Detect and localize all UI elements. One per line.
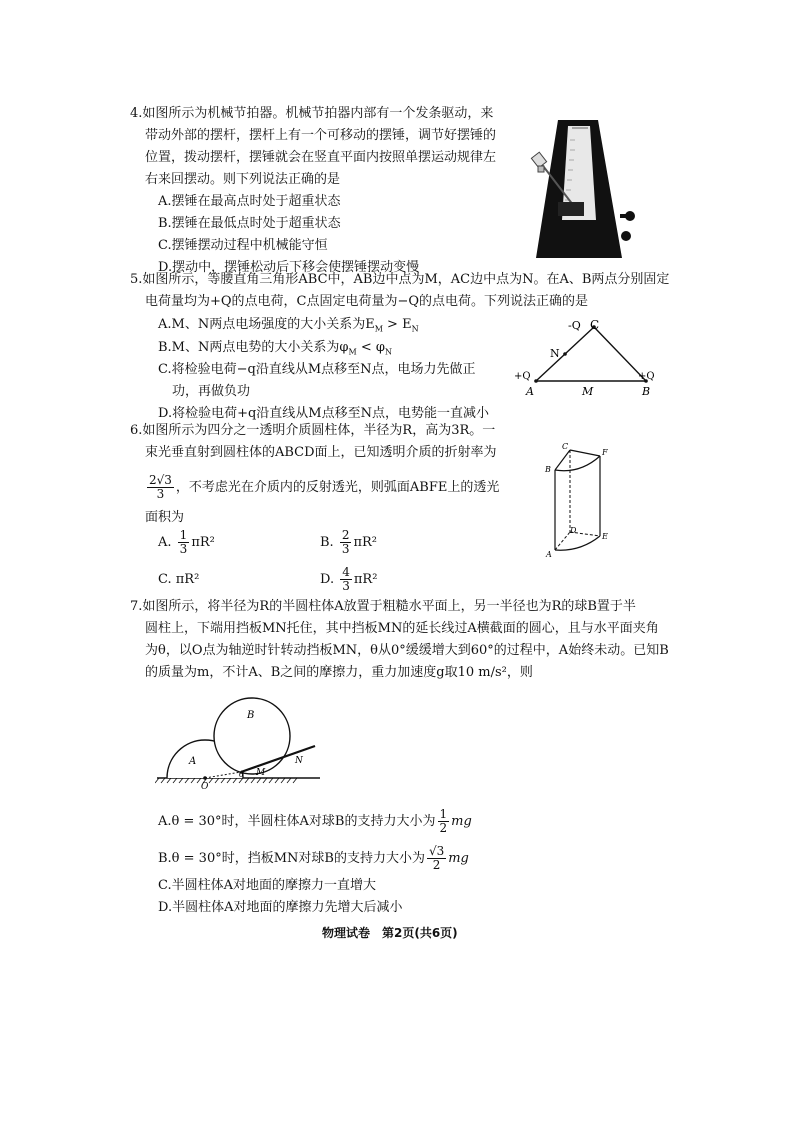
q5-option-b-sub-n: N	[384, 347, 392, 357]
q6-option-b	[320, 528, 377, 558]
half-cylinder-ball-figure	[155, 690, 325, 790]
q6-option-d-den: 3	[342, 579, 350, 593]
label-m: M	[256, 768, 266, 778]
q7-option-b-den: 2	[432, 858, 441, 872]
q4-stem-line-3: 位置，拨动摆杆，摆锤就会在竖直平面内按照单摆运动规律左	[145, 150, 497, 165]
label-e: E	[602, 532, 608, 541]
q6-option-b-num: 2	[341, 528, 350, 542]
q7-option-a-tail: mg	[451, 814, 472, 829]
q5-option-a-sub-m: M	[374, 324, 383, 334]
q6-option-a-label: A.	[158, 535, 172, 550]
q6-option-d-tail: πR²	[353, 572, 378, 587]
q7-option-a-fraction	[438, 808, 450, 835]
metronome-image	[520, 110, 650, 262]
q5-option-a-sub-n: N	[411, 324, 419, 334]
q7-option-b	[158, 842, 469, 876]
q4-stem-line-1: 4.如图所示为机械节拍器。机械节拍器内部有一个发条驱动，来	[130, 106, 494, 121]
q4-stem-line-4: 右来回摆动。则下列说法正确的是	[145, 172, 341, 187]
q6-option-d-fraction	[340, 566, 352, 593]
q7-stem-line-1: 7.如图所示，将半径为R的半圆柱体A放置于粗糙水平面上，另一半径也为R的球B置于半	[130, 599, 636, 614]
label-f: F	[602, 448, 608, 457]
q6-option-b-tail: πR²	[353, 535, 378, 550]
q7-option-a-den: 2	[439, 821, 448, 835]
q4-option-c: C.摆锤摆动过程中机械能守恒	[158, 238, 328, 253]
label-plus-q-a: +Q	[514, 371, 531, 382]
label-b: B	[545, 465, 551, 474]
q6-stem-line-1: 6.如图所示为四分之一透明介质圆柱体，半径为R，高为3R。一	[130, 423, 496, 438]
triangle-abc-figure	[508, 315, 668, 399]
q6-option-a-num: 1	[179, 528, 188, 542]
label-n: N	[295, 756, 303, 766]
q7-option-a-text: A.θ = 30°时，半圆柱体A对球B的支持力大小为	[158, 814, 436, 829]
q6-option-c-label: C.	[158, 572, 172, 587]
label-theta: θ	[239, 770, 244, 779]
quarter-cylinder-figure	[540, 440, 620, 560]
q7-stem-line-2: 圆柱上，下端用挡板MN托住，其中挡板MN的延长线过A横截面的圆心，且与水平面夹角	[145, 621, 659, 636]
q7-stem-line-4: 的质量为m，不计A、B之间的摩擦力，重力加速度g取10 m/s²，则	[145, 665, 533, 680]
q6-stem-line-2: 束光垂直射到圆柱体的ABCD面上，已知透明介质的折射率为	[145, 445, 497, 460]
q6-option-a-fraction	[178, 529, 190, 556]
label-b: B	[247, 710, 255, 721]
q6-stem-line-3	[145, 468, 499, 508]
q4-option-a: A.摆锤在最高点时处于超重状态	[158, 194, 341, 209]
q5-stem-line-2: 电荷量均为+Q的点电荷，C点固定电荷量为−Q的点电荷。下列说法正确的是	[145, 294, 589, 309]
q6-option-c	[158, 565, 199, 595]
q6-option-c-tail: πR²	[175, 572, 200, 587]
q6-option-d	[320, 565, 377, 595]
label-m: M	[582, 385, 594, 398]
q6-option-b-fraction	[340, 529, 352, 556]
q7-option-a	[158, 805, 472, 839]
q7-option-b-text: B.θ = 30°时，挡板MN对球B的支持力大小为	[158, 851, 425, 866]
q6-index-num: 2√3	[149, 473, 172, 487]
q5-option-b-text: B.M、N两点电势的大小关系为φ	[158, 340, 349, 355]
label-a: A	[189, 756, 197, 767]
q4-stem-line-2: 带动外部的摆杆，摆杆上有一个可移动的摆锤，调节好摆锤的	[145, 128, 497, 143]
label-n: N	[550, 347, 560, 360]
label-o: O	[201, 782, 209, 790]
label-a: A	[526, 385, 534, 398]
q6-index-den: 3	[156, 487, 165, 501]
q5-option-a	[158, 315, 419, 340]
label-c: C	[590, 318, 600, 332]
page-footer: 物理试卷 第2页(共6页)	[322, 926, 458, 940]
q7-option-c: C.半圆柱体A对地面的摩擦力一直增大	[158, 878, 377, 893]
q5-option-c: C.将检验电荷−q沿直线从M点移至N点，电场力先做正	[158, 362, 476, 377]
label-c: C	[562, 442, 569, 451]
label-d: D	[570, 526, 577, 535]
label-minus-q: -Q	[568, 319, 581, 332]
q5-option-c-cont: 功，再做负功	[172, 384, 251, 399]
q7-option-b-num: √3	[428, 844, 445, 858]
q6-option-d-num: 4	[342, 565, 350, 579]
q4-option-d: D.摆动中，摆锤松动后下移会使摆锤摆动变慢	[158, 260, 420, 275]
q5-option-a-gt: > E	[382, 317, 412, 332]
q5-option-a-text: A.M、N两点电场强度的大小关系为E	[158, 317, 375, 332]
q6-stem-line-3-text: ，不考虑光在介质内的反射透光，则弧面ABFE上的透光	[175, 480, 500, 495]
q4-option-b: B.摆锤在最低点时处于超重状态	[158, 216, 341, 231]
q6-stem-line-4: 面积为	[145, 510, 185, 525]
q6-option-a-tail: πR²	[191, 535, 215, 550]
q6-option-a	[158, 528, 215, 558]
q5-option-b-sub-m: M	[348, 347, 357, 357]
q7-option-a-num: 1	[439, 807, 448, 821]
label-plus-q-b: +Q	[638, 371, 655, 382]
q5-option-b	[158, 338, 392, 363]
q5-option-b-lt: < φ	[356, 340, 385, 355]
label-b: B	[642, 385, 651, 398]
q7-stem-line-3: 为θ，以O点为轴逆时针转动挡板MN，θ从0°缓缓增大到60°的过程中，A始终未动。已知B	[145, 643, 669, 658]
q6-option-b-label: B.	[320, 535, 334, 550]
q7-option-d: D.半圆柱体A对地面的摩擦力先增大后减小	[158, 900, 403, 915]
q7-option-b-fraction	[427, 845, 446, 872]
label-a: A	[546, 550, 552, 559]
q6-option-a-den: 3	[179, 542, 188, 556]
q5-stem-line-1: 5.如图所示，等腰直角三角形ABC中，AB边中点为M，AC边中点为N。在A、B两点分别固定	[130, 272, 670, 287]
q5-option-d: D.将检验电荷+q沿直线从M点移至N点，电势能一直减小	[158, 406, 489, 421]
q6-option-d-label: D.	[320, 572, 335, 587]
q6-option-b-den: 3	[341, 542, 350, 556]
q7-option-b-tail: mg	[448, 851, 469, 866]
q6-index-fraction	[147, 474, 174, 501]
